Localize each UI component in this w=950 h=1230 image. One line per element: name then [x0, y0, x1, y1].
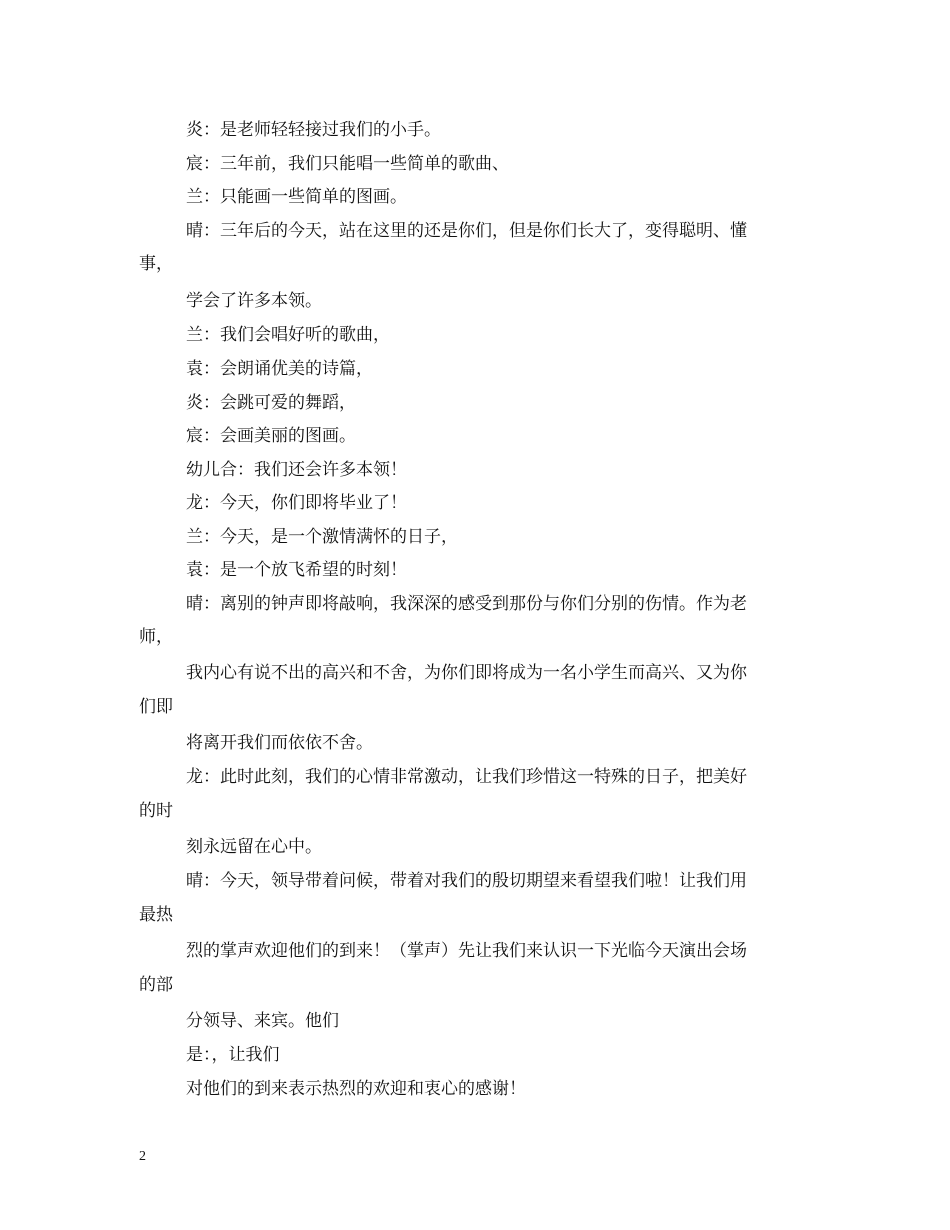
text-line: 龙：今天，你们即将毕业了！	[186, 493, 407, 513]
text-line: 最热	[139, 905, 173, 925]
text-line: 晴：三年后的今天，站在这里的还是你们，但是你们长大了，变得聪明、懂	[186, 221, 747, 241]
text-line: 的时	[139, 801, 173, 821]
page-number: 2	[139, 1149, 146, 1164]
text-line: 袁：是一个放飞希望的时刻！	[186, 560, 407, 580]
text-line: 学会了许多本领。	[186, 291, 322, 311]
text-line: 们即	[139, 697, 173, 717]
text-line: 将离开我们而依依不舍。	[186, 733, 373, 753]
text-line: 宸：会画美丽的图画。	[186, 426, 356, 446]
text-line: 幼儿合：我们还会许多本领！	[186, 460, 407, 480]
text-line: 袁：会朗诵优美的诗篇，	[186, 359, 373, 379]
text-line: 龙：此时此刻，我们的心情非常激动，让我们珍惜这一特殊的日子，把美好	[186, 767, 747, 787]
text-line: 晴：今天，领导带着问候，带着对我们的殷切期望来看望我们啦！让我们用	[186, 871, 747, 891]
text-line: 晴：离别的钟声即将敲响，我深深的感受到那份与你们分别的伤情。作为老	[186, 594, 747, 614]
text-line: 兰：今天，是一个激情满怀的日子，	[186, 527, 458, 547]
text-line: 我内心有说不出的高兴和不舍，为你们即将成为一名小学生而高兴、又为你	[186, 663, 747, 683]
text-line: 兰：只能画一些简单的图画。	[186, 187, 407, 207]
text-line: 烈的掌声欢迎他们的到来！（掌声）先让我们来认识一下光临今天演出会场	[186, 941, 747, 961]
text-line: 刻永远留在心中。	[186, 837, 322, 857]
text-line: 分领导、来宾。他们	[186, 1011, 339, 1031]
text-line: 兰：我们会唱好听的歌曲，	[186, 325, 390, 345]
text-line: 师，	[139, 627, 173, 647]
text-line: 炎：会跳可爱的舞蹈，	[186, 393, 356, 413]
text-line: 事，	[139, 254, 173, 274]
text-line: 宸：三年前，我们只能唱一些简单的歌曲、	[186, 154, 509, 174]
text-line: 的部	[139, 975, 173, 995]
text-line: 炎：是老师轻轻接过我们的小手。	[186, 120, 441, 140]
text-line: 是：，让我们	[186, 1045, 280, 1065]
text-line: 对他们的到来表示热烈的欢迎和衷心的感谢！	[186, 1079, 526, 1099]
